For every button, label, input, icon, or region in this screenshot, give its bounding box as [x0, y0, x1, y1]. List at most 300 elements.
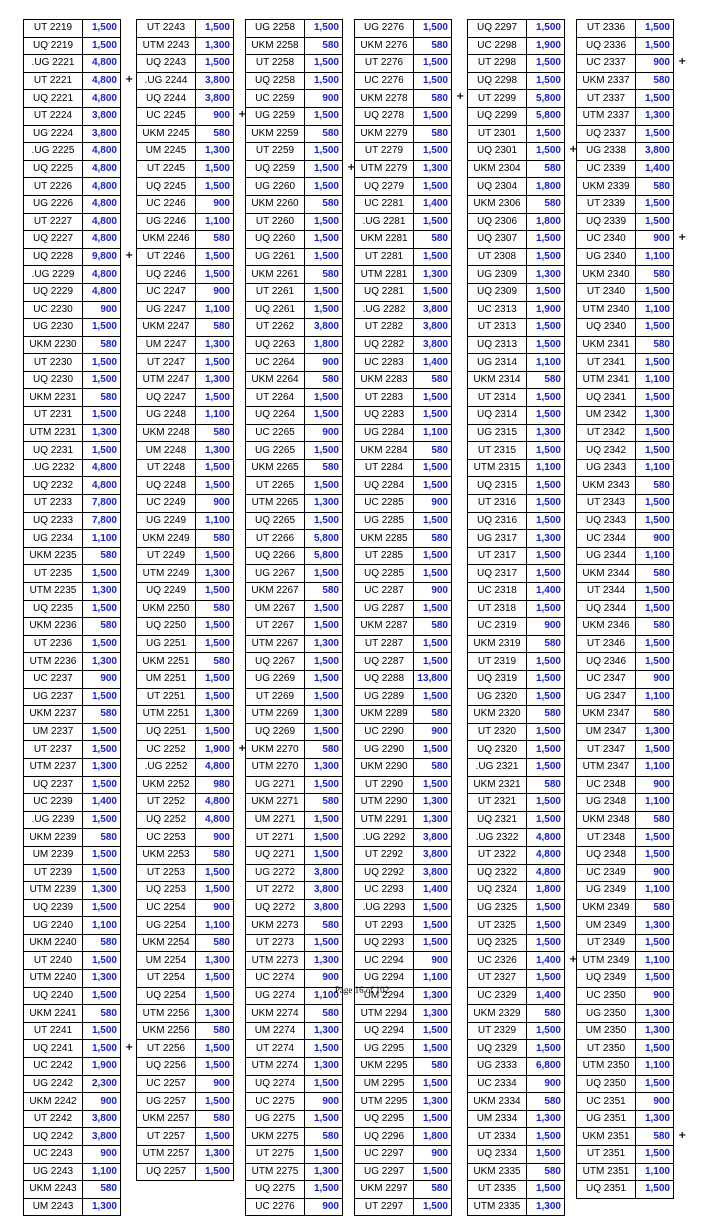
table-row [246, 723, 343, 741]
table-row [24, 55, 121, 73]
item-price: 1,500 [305, 477, 343, 495]
table-row [137, 72, 234, 90]
table-row [577, 1005, 674, 1023]
item-price: 4,800 [83, 160, 121, 178]
item-price: 1,500 [305, 1040, 343, 1058]
item-code: UT 2287 [355, 635, 414, 653]
table-row [137, 794, 234, 812]
item-code: UT 2261 [246, 283, 305, 301]
item-price: 1,500 [414, 565, 452, 583]
item-code: UT 2346 [577, 635, 636, 653]
item-price: 1,500 [414, 459, 452, 477]
item-price: 1,500 [305, 407, 343, 425]
item-code: UT 2290 [355, 776, 414, 794]
item-code: UTM 2251 [137, 706, 196, 724]
item-price: 1,500 [305, 231, 343, 249]
item-price: 6,800 [527, 1058, 565, 1076]
item-price: 1,300 [636, 917, 674, 935]
item-code: UQ 2315 [468, 477, 527, 495]
item-price: 1,500 [196, 670, 234, 688]
item-code: UQ 2278 [355, 107, 414, 125]
item-code: UG 2230 [24, 319, 83, 337]
item-code: UQ 2281 [355, 283, 414, 301]
item-price: 1,500 [527, 741, 565, 759]
table-row [468, 583, 565, 601]
item-code: UT 2339 [577, 195, 636, 213]
item-price: 1,500 [636, 653, 674, 671]
table-row [577, 635, 674, 653]
item-code: UKM 2279 [355, 125, 414, 143]
item-code: UT 2236 [24, 635, 83, 653]
table-row [246, 1075, 343, 1093]
item-code: UQ 2248 [137, 477, 196, 495]
table-row [577, 934, 674, 952]
table-row [468, 442, 565, 460]
item-code: UG 2237 [24, 688, 83, 706]
item-code: UT 2269 [246, 688, 305, 706]
table-row [24, 495, 121, 513]
item-price: 1,500 [83, 1022, 121, 1040]
table-row [24, 301, 121, 319]
item-price: 1,100 [636, 1058, 674, 1076]
item-price: 580 [636, 618, 674, 636]
item-code: UKM 2252 [137, 776, 196, 794]
table-row [137, 1022, 234, 1040]
item-code: UKM 2271 [246, 794, 305, 812]
item-code: UKM 2347 [577, 706, 636, 724]
item-price: 1,300 [414, 266, 452, 284]
item-code: UC 2254 [137, 899, 196, 917]
item-price: 900 [527, 1075, 565, 1093]
table-row [577, 811, 674, 829]
item-code: UG 2271 [246, 776, 305, 794]
table-row [468, 495, 565, 513]
item-price: 1,500 [636, 829, 674, 847]
item-code: UQ 2264 [246, 407, 305, 425]
item-price: 1,300 [636, 1110, 674, 1128]
table-row [577, 90, 674, 108]
item-price: 900 [83, 670, 121, 688]
table-row [577, 72, 674, 90]
item-price: 1,500 [527, 1146, 565, 1164]
item-code: UQ 2243 [137, 55, 196, 73]
item-price: 580 [414, 125, 452, 143]
table-row [246, 371, 343, 389]
table-row [246, 846, 343, 864]
item-price: 1,500 [305, 846, 343, 864]
item-price: 1,400 [636, 160, 674, 178]
item-code: UQ 2339 [577, 213, 636, 231]
item-price: 1,500 [305, 653, 343, 671]
item-price: 1,500 [527, 389, 565, 407]
item-price: 1,500 [636, 37, 674, 55]
item-price: 5,800 [305, 547, 343, 565]
table-row [355, 231, 452, 249]
item-price: 580 [527, 195, 565, 213]
table-row [137, 283, 234, 301]
item-price: 580 [414, 442, 452, 460]
table-row [24, 653, 121, 671]
item-price: 4,800 [83, 143, 121, 161]
item-price: 1,300 [636, 1022, 674, 1040]
item-code: UM 2248 [137, 442, 196, 460]
item-code: UKM 2258 [246, 37, 305, 55]
item-code: UTM 2267 [246, 635, 305, 653]
item-code: UQ 2283 [355, 407, 414, 425]
item-code: UT 2240 [24, 952, 83, 970]
table-row [355, 706, 452, 724]
table-row [246, 1058, 343, 1076]
table-row [355, 1146, 452, 1164]
table-row [577, 706, 674, 724]
item-price: 580 [305, 583, 343, 601]
table-row [577, 1146, 674, 1164]
item-code: UQ 2316 [468, 512, 527, 530]
item-code: UQ 2261 [246, 301, 305, 319]
table-row [355, 583, 452, 601]
item-code: UC 2329 [468, 987, 527, 1005]
item-code: UTM 2337 [577, 107, 636, 125]
item-code: UQ 2324 [468, 882, 527, 900]
table-row [137, 1163, 234, 1181]
item-price: 2,300 [83, 1075, 121, 1093]
table-row [355, 442, 452, 460]
table-row [355, 811, 452, 829]
item-code: UT 2336 [577, 20, 636, 38]
table-row [246, 811, 343, 829]
item-price: 1,500 [636, 213, 674, 231]
table-row [577, 618, 674, 636]
item-code: UT 2226 [24, 178, 83, 196]
item-price: 900 [196, 899, 234, 917]
item-price: 1,500 [527, 1181, 565, 1199]
item-code: UT 2348 [577, 829, 636, 847]
item-price: 580 [305, 917, 343, 935]
table-row [24, 1163, 121, 1181]
item-code: UQ 2240 [24, 987, 83, 1005]
table-row [246, 90, 343, 108]
table-row [355, 952, 452, 970]
table-row [246, 1128, 343, 1146]
item-code: .UG 2244 [137, 72, 196, 90]
item-code: UC 2259 [246, 90, 305, 108]
item-price: 1,300 [196, 1005, 234, 1023]
table-row [137, 248, 234, 266]
table-row [355, 107, 452, 125]
item-price: 580 [527, 776, 565, 794]
table-row [468, 424, 565, 442]
item-price: 1,300 [636, 723, 674, 741]
table-row [137, 55, 234, 73]
table-row [468, 811, 565, 829]
table-row [577, 758, 674, 776]
item-price: 1,500 [305, 512, 343, 530]
item-code: UKM 2295 [355, 1058, 414, 1076]
table-row [577, 882, 674, 900]
table-row [577, 1022, 674, 1040]
table-row [468, 1075, 565, 1093]
item-price: 1,500 [305, 178, 343, 196]
item-code: UKM 2235 [24, 547, 83, 565]
item-code: UC 2319 [468, 618, 527, 636]
item-price: 4,800 [83, 178, 121, 196]
item-price: 1,100 [636, 248, 674, 266]
table-row [24, 864, 121, 882]
table-row [246, 917, 343, 935]
item-code: UC 2242 [24, 1058, 83, 1076]
item-price: 580 [83, 1005, 121, 1023]
item-code: UC 2237 [24, 670, 83, 688]
item-price: 1,300 [305, 635, 343, 653]
item-price: 580 [305, 195, 343, 213]
item-code: UQ 2350 [577, 1075, 636, 1093]
table-row [246, 37, 343, 55]
item-code: UQ 2295 [355, 1110, 414, 1128]
item-code: UTM 2239 [24, 882, 83, 900]
table-row [137, 618, 234, 636]
item-price: 1,500 [414, 477, 452, 495]
item-price: 1,400 [414, 195, 452, 213]
item-price: 4,800 [527, 864, 565, 882]
table-row [355, 670, 452, 688]
item-code: UQ 2337 [577, 125, 636, 143]
table-row [577, 829, 674, 847]
item-code: UTM 2240 [24, 970, 83, 988]
item-code: UKM 2284 [355, 442, 414, 460]
table-row [468, 283, 565, 301]
item-price: 1,500 [527, 1040, 565, 1058]
item-price: 580 [83, 336, 121, 354]
item-price: 580 [83, 706, 121, 724]
item-price: 1,100 [636, 882, 674, 900]
item-price: 1,500 [414, 512, 452, 530]
table-row [246, 72, 343, 90]
item-code: UKM 2241 [24, 1005, 83, 1023]
item-price: 1,500 [83, 952, 121, 970]
item-code: UG 2343 [577, 459, 636, 477]
table-row [137, 143, 234, 161]
item-price: 580 [305, 125, 343, 143]
item-code: UC 2285 [355, 495, 414, 513]
table-row [24, 283, 121, 301]
item-price: 1,300 [196, 1146, 234, 1164]
item-code: UQ 2260 [246, 231, 305, 249]
table-row [577, 776, 674, 794]
item-price: 900 [636, 670, 674, 688]
item-code: UG 2350 [577, 1005, 636, 1023]
item-code: UT 2256 [137, 1040, 196, 1058]
table-row [246, 794, 343, 812]
item-code: UC 2294 [355, 952, 414, 970]
item-price: 1,500 [305, 811, 343, 829]
item-price: 1,500 [83, 1040, 121, 1058]
table-row [355, 424, 452, 442]
item-price: 1,300 [527, 530, 565, 548]
item-code: UT 2254 [137, 970, 196, 988]
table-row [246, 301, 343, 319]
item-code: UG 2257 [137, 1093, 196, 1111]
item-price: 1,500 [83, 899, 121, 917]
item-price: 1,500 [636, 1075, 674, 1093]
table-row [137, 371, 234, 389]
table-row [355, 1005, 452, 1023]
item-code: UKM 2339 [577, 178, 636, 196]
item-price: 580 [83, 618, 121, 636]
item-code: UTM 2281 [355, 266, 414, 284]
table-row [468, 1005, 565, 1023]
item-price: 1,500 [636, 600, 674, 618]
item-code: UQ 2253 [137, 882, 196, 900]
item-price: 3,800 [414, 301, 452, 319]
item-code: UQ 2329 [468, 1040, 527, 1058]
item-price: 1,100 [196, 301, 234, 319]
item-code: UTM 2247 [137, 371, 196, 389]
table-row [24, 882, 121, 900]
table-row [24, 917, 121, 935]
table-row [246, 547, 343, 565]
item-price: 1,500 [414, 934, 452, 952]
table-row [24, 389, 121, 407]
item-code: UM 2349 [577, 917, 636, 935]
item-code: UT 2274 [246, 1040, 305, 1058]
item-price: 5,800 [527, 107, 565, 125]
table-row [246, 1163, 343, 1181]
item-code: UT 2321 [468, 794, 527, 812]
item-code: UT 2282 [355, 319, 414, 337]
item-price: 1,500 [305, 389, 343, 407]
item-code: UT 2318 [468, 600, 527, 618]
item-code: UQ 2314 [468, 407, 527, 425]
item-price: 13,800 [414, 670, 452, 688]
table-row [24, 811, 121, 829]
item-price: 580 [196, 1022, 234, 1040]
table-row [24, 1146, 121, 1164]
item-price: 1,500 [414, 1198, 452, 1216]
table-row [137, 952, 234, 970]
item-price: 1,500 [527, 811, 565, 829]
item-code: UKM 2289 [355, 706, 414, 724]
item-code: .UG 2281 [355, 213, 414, 231]
table-row [246, 1005, 343, 1023]
table-row [355, 301, 452, 319]
item-code: UG 2243 [24, 1163, 83, 1181]
item-code: UT 2251 [137, 688, 196, 706]
table-row [355, 72, 452, 90]
table-row [468, 266, 565, 284]
table-row [468, 459, 565, 477]
item-price: 580 [527, 706, 565, 724]
table-row [468, 1093, 565, 1111]
table-row [577, 354, 674, 372]
item-code: UTM 2237 [24, 758, 83, 776]
table-row [577, 846, 674, 864]
item-price: 1,500 [527, 565, 565, 583]
table-row [468, 55, 565, 73]
table-row [468, 952, 565, 970]
item-code: UQ 2237 [24, 776, 83, 794]
item-code: UG 2348 [577, 794, 636, 812]
item-price: 1,300 [527, 1110, 565, 1128]
item-price: 900 [196, 1075, 234, 1093]
item-price: 1,500 [414, 547, 452, 565]
table-row [355, 266, 452, 284]
table-row [468, 917, 565, 935]
item-price: 900 [83, 1093, 121, 1111]
table-row [24, 248, 121, 266]
item-code: UTM 2340 [577, 301, 636, 319]
item-code: UG 2269 [246, 670, 305, 688]
table-row [468, 389, 565, 407]
item-code: .UG 2229 [24, 266, 83, 284]
item-price: 580 [305, 1005, 343, 1023]
table-row [468, 741, 565, 759]
item-code: UC 2313 [468, 301, 527, 319]
item-price: 1,500 [414, 741, 452, 759]
item-price: 1,100 [527, 459, 565, 477]
table-row [137, 1040, 234, 1058]
item-code: UT 2264 [246, 389, 305, 407]
item-price: 580 [414, 758, 452, 776]
item-code: UKM 2239 [24, 829, 83, 847]
item-code: UG 2274 [246, 987, 305, 1005]
table-row [577, 583, 674, 601]
table-row [577, 143, 674, 161]
table-row [355, 882, 452, 900]
item-price: 900 [636, 987, 674, 1005]
item-price: 1,300 [196, 706, 234, 724]
table-row [355, 618, 452, 636]
item-price: 1,800 [305, 336, 343, 354]
table-row [24, 670, 121, 688]
item-code: UM 2237 [24, 723, 83, 741]
table-row [246, 195, 343, 213]
table-row [577, 477, 674, 495]
item-price: 1,400 [83, 794, 121, 812]
item-price: 580 [636, 565, 674, 583]
item-price: 1,100 [83, 1163, 121, 1181]
item-price: 1,500 [527, 319, 565, 337]
item-price: 4,800 [83, 459, 121, 477]
item-price: 900 [196, 283, 234, 301]
item-price: 1,500 [636, 442, 674, 460]
table-row [24, 723, 121, 741]
item-code: UM 2245 [137, 143, 196, 161]
item-price: 1,100 [636, 547, 674, 565]
table-row [577, 794, 674, 812]
item-code: UQ 2306 [468, 213, 527, 231]
item-code: UG 2249 [137, 512, 196, 530]
item-price: 580 [636, 266, 674, 284]
table-row [468, 1022, 565, 1040]
item-price: 1,100 [196, 512, 234, 530]
table-row [24, 1110, 121, 1128]
item-price: 580 [527, 1005, 565, 1023]
item-price: 1,900 [83, 1058, 121, 1076]
item-code: UKM 2273 [246, 917, 305, 935]
item-code: UT 2237 [24, 741, 83, 759]
item-price: 1,500 [196, 1040, 234, 1058]
item-price: 1,500 [636, 846, 674, 864]
item-price: 1,500 [196, 618, 234, 636]
item-price: 1,500 [636, 1146, 674, 1164]
item-code: UQ 2309 [468, 283, 527, 301]
item-code: UQ 2341 [577, 389, 636, 407]
item-price: 1,800 [527, 213, 565, 231]
plus-marker: + [238, 109, 247, 120]
item-price: 1,300 [527, 1198, 565, 1216]
item-price: 1,500 [414, 248, 452, 266]
item-code: UT 2271 [246, 829, 305, 847]
